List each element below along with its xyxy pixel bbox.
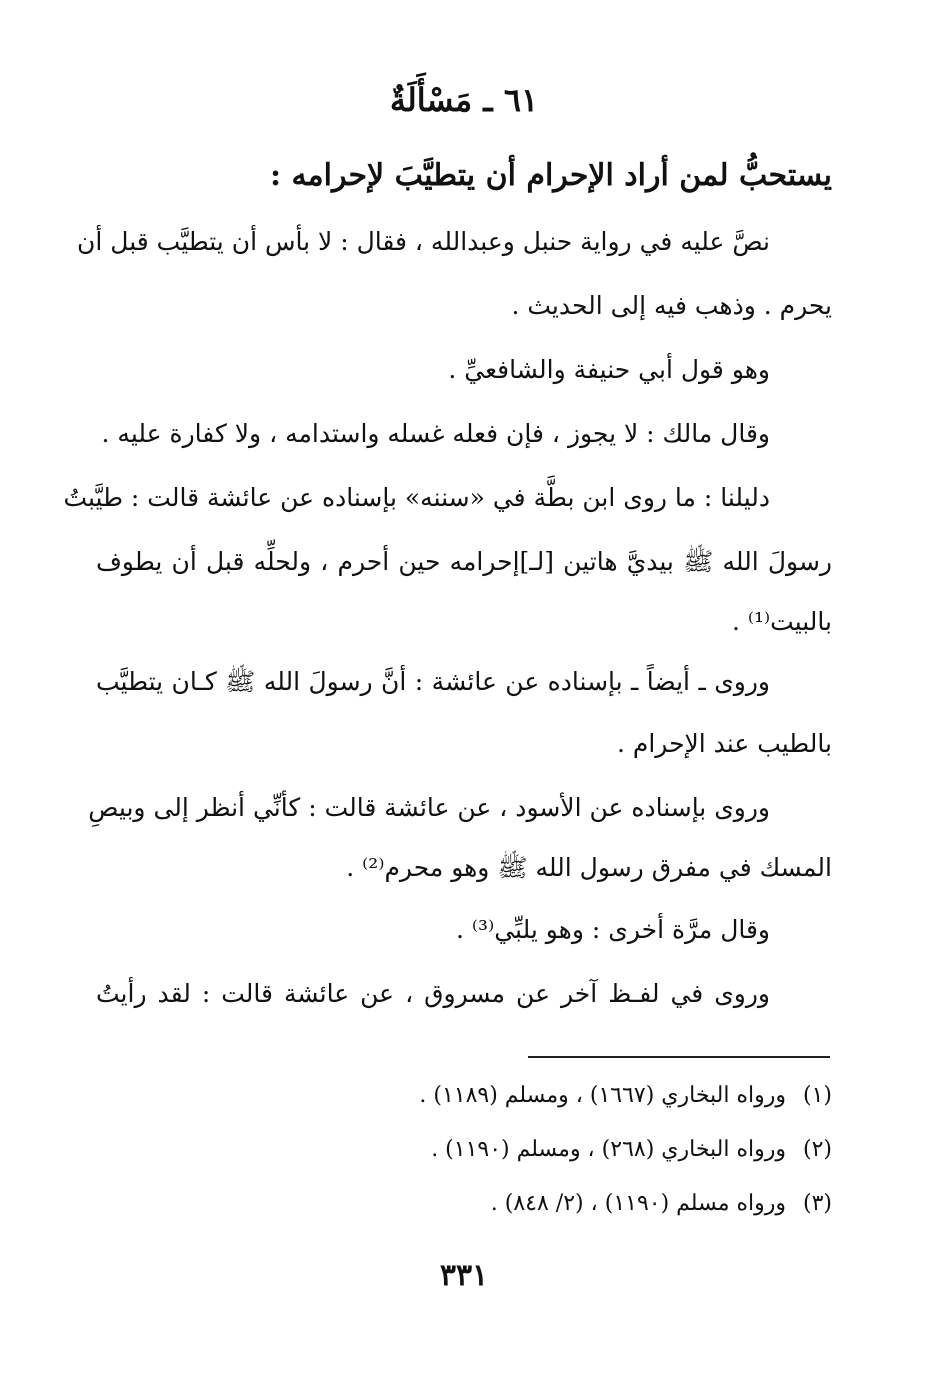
paragraph-line: وروى في لفـظ آخر عن مسروق ، عن عائشة قالت : لقد رأيتُ: [96, 979, 770, 1008]
footnote-text: ورواه مسلم (١١٩٠) ، (٢/ ٨٤٨) .: [490, 1191, 786, 1216]
footnote-number: (٣): [802, 1191, 832, 1216]
paragraph-line: بالطيب عند الإحرام .: [616, 729, 832, 758]
paragraph-line: وروى بإسناده عن الأسود ، عن عائشة قالت : كأنِّي أنظر إلى وبيصِ: [88, 793, 770, 822]
footnote-number: (٢): [802, 1137, 832, 1162]
paragraph-line: بالبيت⁽¹⁾ .: [731, 607, 832, 636]
footnote-text: ورواه البخاري (٢٦٨) ، ومسلم (١١٩٠) .: [431, 1137, 786, 1162]
chapter-header: ٦١ ـ مَسْأَلَةٌ: [389, 81, 539, 119]
footnote-text: ورواه البخاري (١٦٦٧) ، ومسلم (١١٨٩) .: [419, 1083, 786, 1108]
page-number: ٣٣١: [439, 1258, 489, 1293]
paragraph-line: دليلنا : ما روى ابن بطَّة في «سننه» بإسناده عن عائشة قالت : طيَّبتُ: [63, 483, 770, 512]
footnote: [96, 1130, 832, 1170]
paragraph-line: وقال مالك : لا يجوز ، فإن فعله غسله واستدامه ، ولا كفارة عليه .: [101, 419, 770, 448]
footnote: [96, 1184, 832, 1224]
paragraph-line: رسولَ الله ﷺ بيديَّ هاتين [لـ]إحرامه حين أحرم ، ولحلِّه قبل أن يطوف: [96, 547, 832, 576]
paragraph-line: وروى ـ أيضاً ـ بإسناده عن عائشة : أنَّ رسولَ الله ﷺ كـان يتطيَّب: [96, 667, 771, 696]
paragraph-line: يحرم . وذهب فيه إلى الحديث .: [511, 291, 832, 320]
footnote-separator: [528, 1056, 830, 1058]
paragraph-line: وهو قول أبي حنيفة والشافعيِّ .: [448, 355, 770, 384]
footnote: [96, 1076, 832, 1116]
paragraph-line: وقال مرَّة أخرى : وهو يلبِّي⁽³⁾ .: [455, 915, 770, 944]
footnote-number: (١): [802, 1083, 832, 1108]
paragraph-line: المسك في مفرق رسول الله ﷺ وهو محرم⁽²⁾ .: [346, 853, 832, 882]
paragraph-line: نصَّ عليه في رواية حنبل وعبدالله ، فقال : لا بأس أن يتطيَّب قبل أن: [77, 227, 770, 256]
section-heading: يستحبُّ لمن أراد الإحرام أن يتطيَّبَ لإحرامه :: [269, 158, 832, 193]
